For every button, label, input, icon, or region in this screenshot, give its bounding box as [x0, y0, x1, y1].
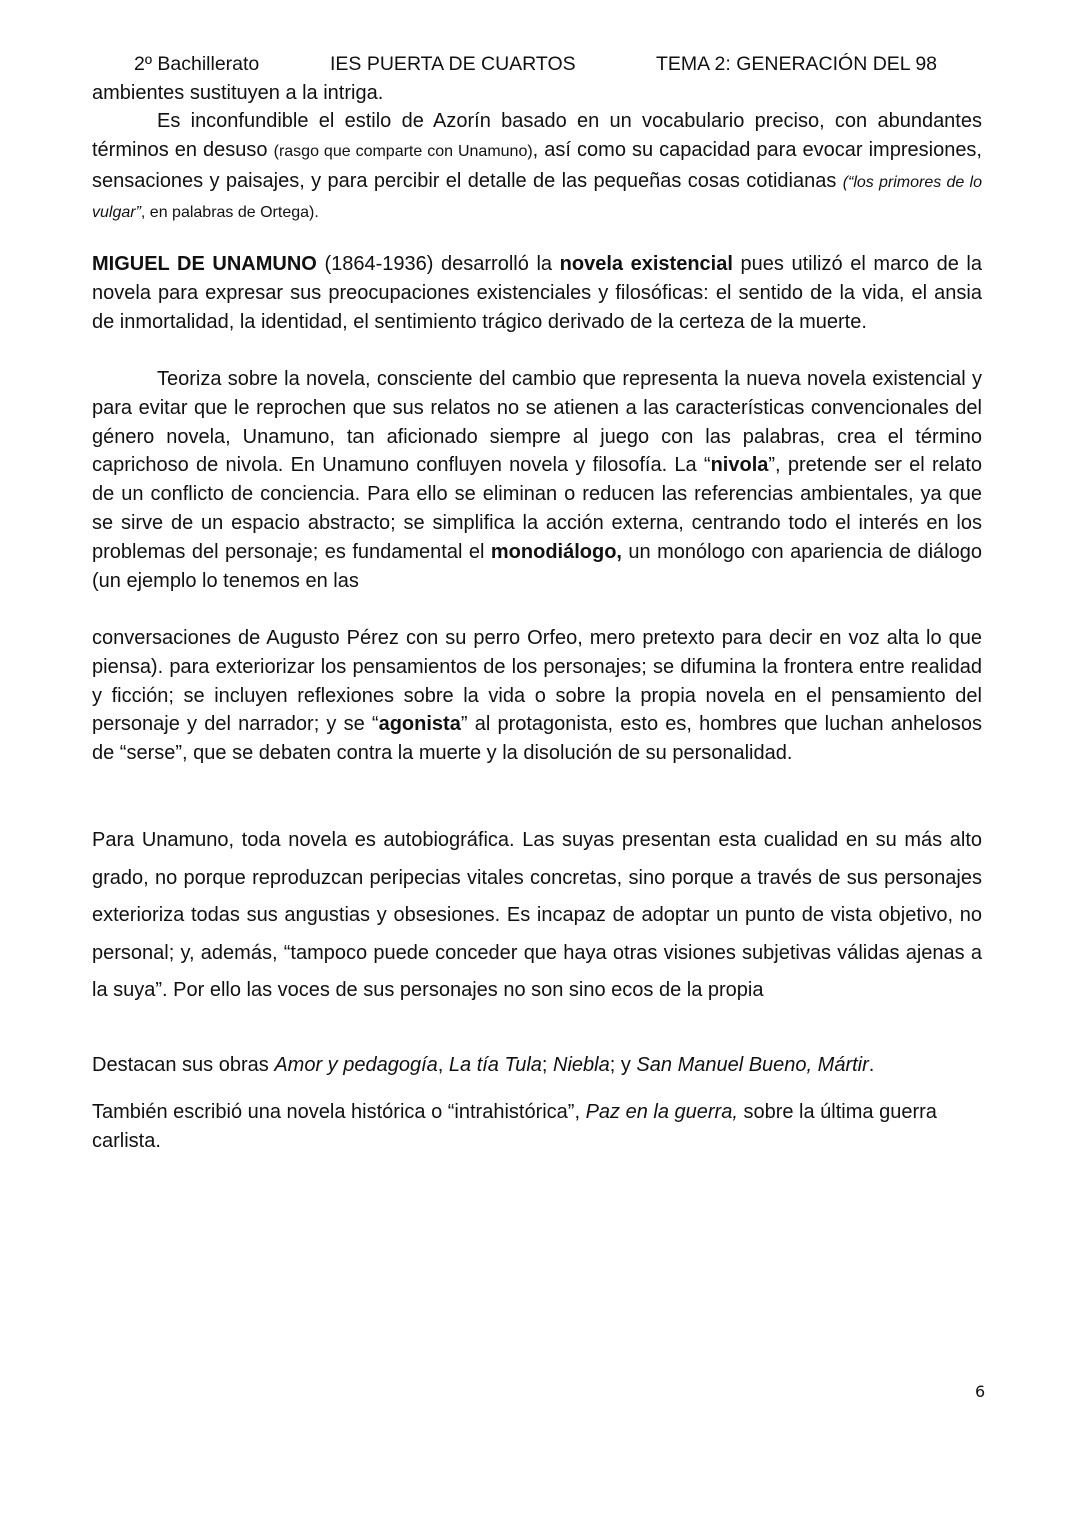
quote-italic: (“los primores de lo vulgar”	[92, 173, 982, 222]
work-title: Paz en la guerra,	[585, 1101, 738, 1123]
work-title: Amor y pedagogía	[274, 1054, 438, 1076]
text: Para Unamuno, toda novela es autobiográfica. Las suyas presentan esta cualidad en su más alto grado, no porque reproduzcan peripecias vitales concretas, sino porque a través de sus personajes exterioriza todas sus angustias y obsesiones. Es incapaz de adoptar un punto de vista objetivo, no personal; y, además, “tampoco puede conceder que haya otras visiones subjetivas válidas ajenas a la suya”. Por ello las voces de sus personajes no son sino ecos de la propia	[92, 829, 982, 1002]
text: , así como su capacidad para evocar impresiones, sensaciones y paisajes, y para percibir el detalle de las pequeñas cosas cotidianas	[92, 138, 982, 192]
text: ”, pretende ser el relato de un conflicto de conciencia. Para ello se eliminan o reducen las referencias ambientales, ya que se sirve de un espacio abstracto; se simplifica la acción externa, centrando todo el interés en los problemas del personaje; es fundamental el	[92, 454, 982, 563]
header-topic: TEMA 2: GENERACIÓN DEL 98	[656, 53, 938, 75]
work-title: San Manuel Bueno, Mártir	[636, 1054, 869, 1076]
paragraph-autobiographical	[92, 822, 982, 1010]
paragraph-works	[92, 1051, 982, 1080]
paragraph-intro	[92, 79, 982, 108]
text: .	[868, 1054, 875, 1076]
text: Teoriza sobre la novela, consciente del cambio que representa la nueva novela existencial y para evitar que le reprochen que sus relatos no se atienen a las características convencionales del género novela, Unamuno, tan aficionado siempre al juego con las palabras, crea el término caprichoso de nivola. En Unamuno confluyen novela y filosofía. La “	[92, 368, 982, 477]
text-small: (rasgo que comparte con Unamuno)	[273, 142, 533, 160]
text-small: , en palabras de Ortega).	[140, 204, 319, 222]
work-title: La tía Tula	[448, 1054, 542, 1076]
bold-term: novela existencial	[559, 253, 733, 275]
bold-term: nivola	[710, 454, 769, 477]
text: sobre la última guerra carlista.	[92, 1101, 937, 1152]
text: pues utilizó el marco de la novela para expresar sus preocupaciones existenciales y filosóficas: el sentido de la vida, el ansia de inmortalidad, la identidad, el sentimiento trágico derivado de la certeza de la muerte.	[92, 253, 982, 333]
text: También escribió una novela histórica o “intrahistórica”,	[92, 1101, 586, 1123]
text: ; y	[609, 1054, 637, 1076]
work-title: Niebla	[553, 1054, 610, 1076]
text: ;	[541, 1054, 554, 1076]
paragraph-unamuno-intro	[92, 250, 982, 336]
paragraph-historical-novel	[92, 1098, 952, 1156]
text: Es inconfundible el estilo de Azorín basado en un vocabulario preciso, con abundantes términos en desuso	[92, 110, 982, 161]
author-name: MIGUEL DE UNAMUNO	[92, 253, 317, 275]
paragraph-nivola	[92, 365, 982, 595]
text: ambientes sustituyen a la intriga.	[92, 82, 384, 104]
header-course: 2º Bachillerato	[134, 53, 260, 75]
text: (1864-1936) desarrolló la	[316, 253, 560, 275]
text: ” al protagonista, esto es, hombres que luchan anhelosos de “serse”, que se debaten contra la muerte y la disolución de su personalidad.	[92, 713, 982, 765]
text: un monólogo con apariencia de diálogo (un ejemplo lo tenemos en las	[92, 540, 982, 592]
text: ,	[437, 1054, 449, 1076]
bold-term: agonista	[378, 713, 461, 736]
text: Destacan sus obras	[92, 1054, 275, 1076]
paragraph-augusto	[92, 624, 982, 768]
text: conversaciones de Augusto Pérez con su perro Orfeo, mero pretexto para decir en voz alta lo que piensa). para exteriorizar los pensamientos de los personajes; se difumina la frontera entre realidad y ficción; se incluyen reflexiones sobre la vida o sobre la propia novela en el pensamiento del personaje y del narrador; y se “	[92, 627, 982, 736]
paragraph-azorin-style	[92, 107, 982, 228]
page-number: 6	[975, 1382, 986, 1401]
bold-term: monodiálogo,	[490, 540, 622, 563]
header-school: IES PUERTA DE CUARTOS	[330, 53, 576, 75]
